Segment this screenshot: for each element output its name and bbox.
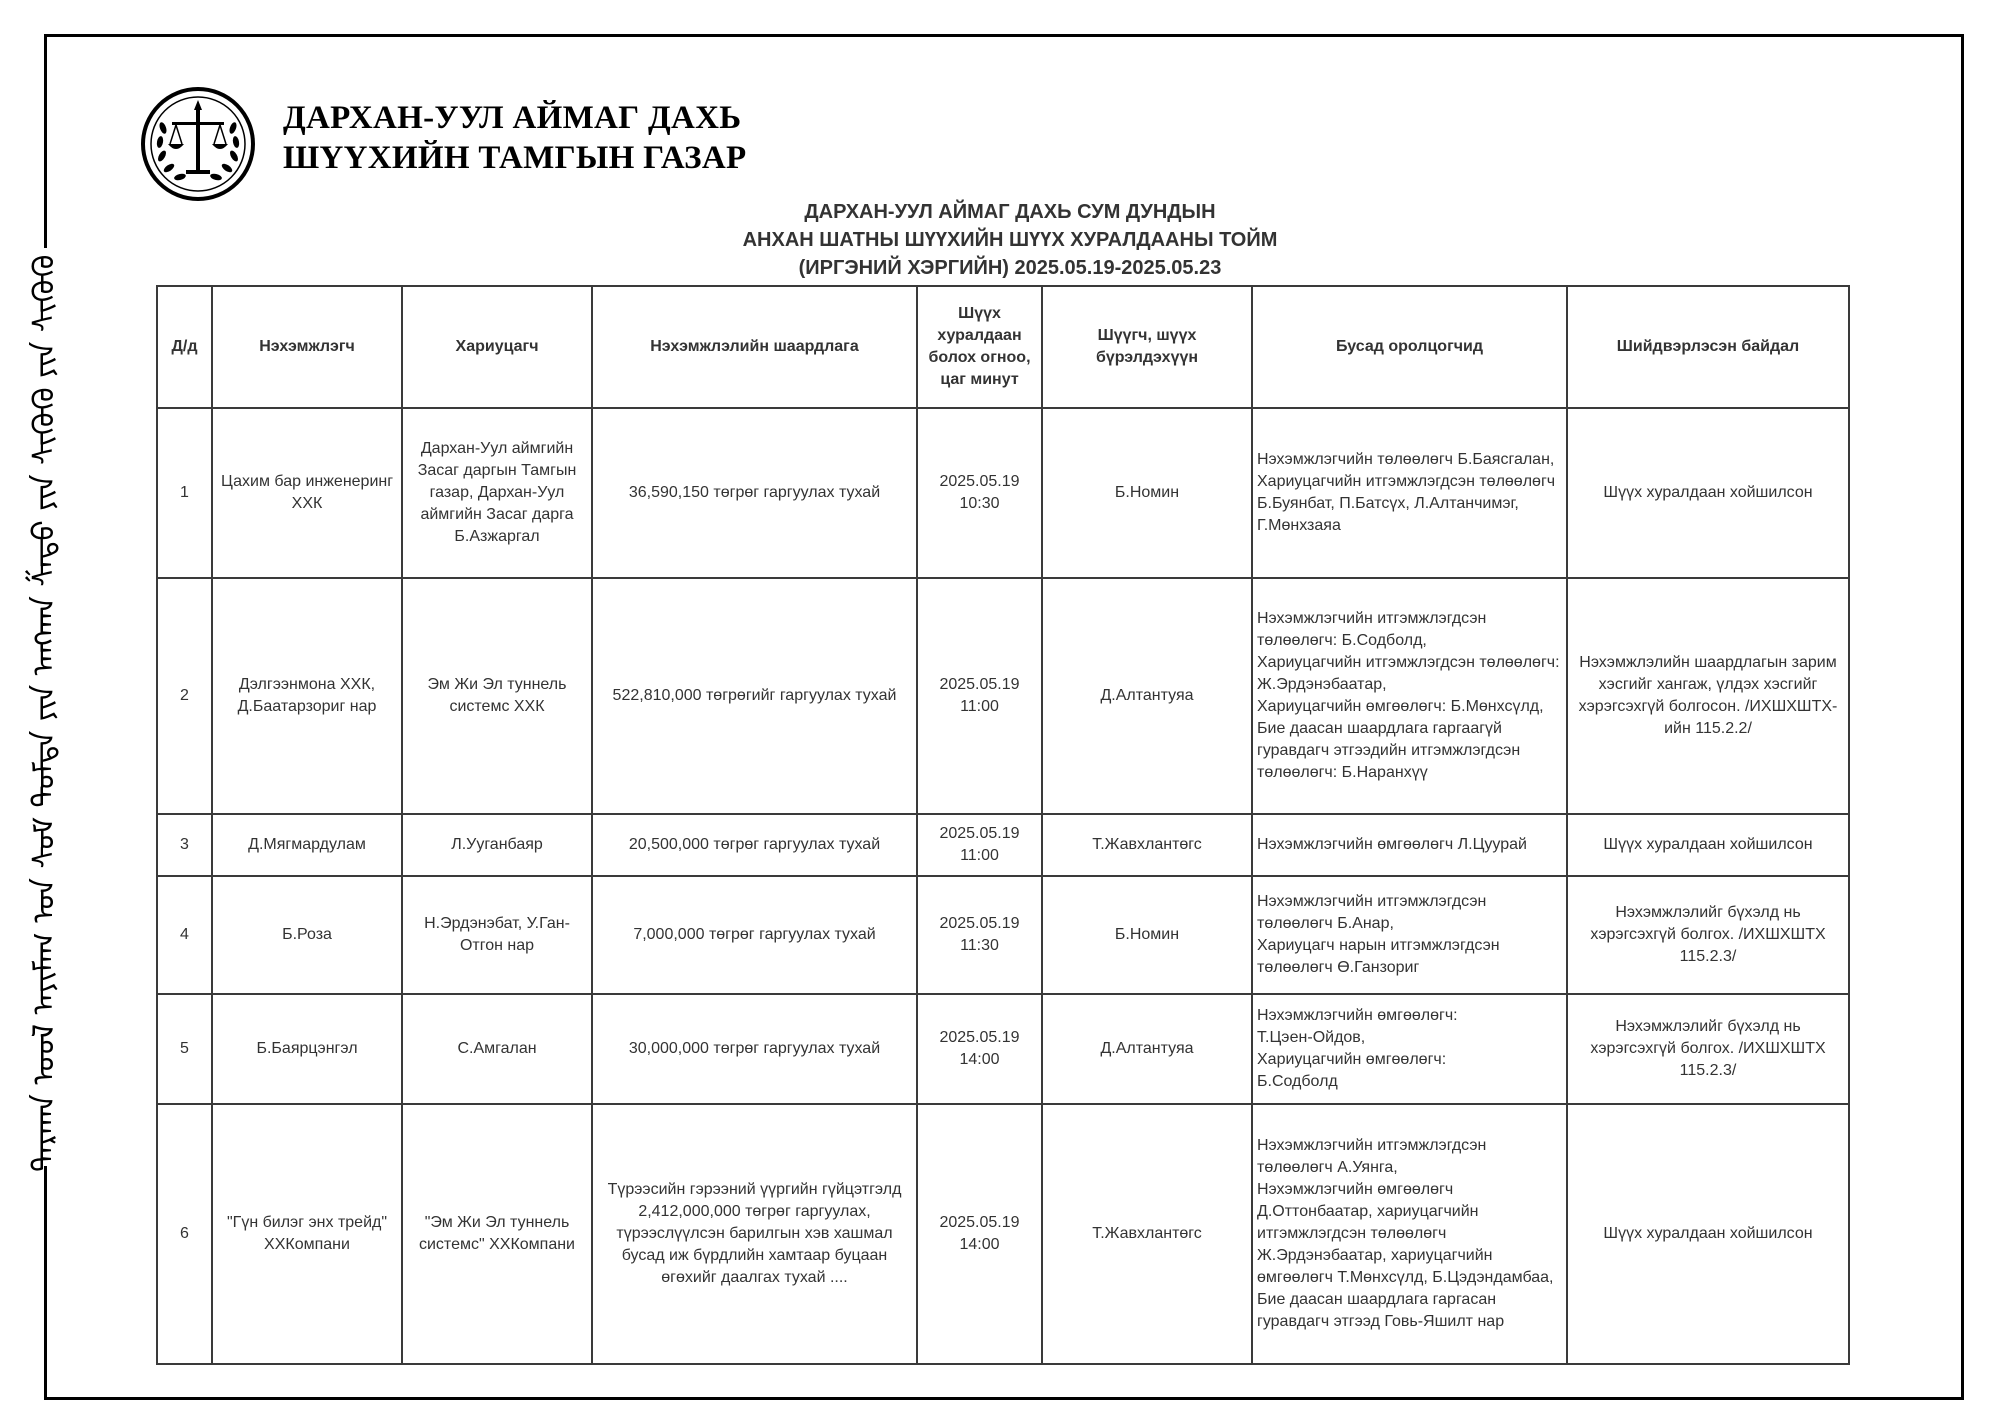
cell-datetime: 2025.05.19 14:00 xyxy=(917,994,1042,1104)
cell-judge: Б.Номин xyxy=(1042,876,1252,994)
cell-claim: 522,810,000 төгрөгийг гаргуулах тухай xyxy=(592,578,917,814)
table-row xyxy=(157,994,1849,1104)
cell-no: 3 xyxy=(157,814,212,876)
cell-others: Нэхэмжлэгчийн итгэмжлэгдсэн төлөөлөгч А.Уянга, Нэхэмжлэгчийн өмгөөлөгч Д.Оттонбаатар, хариуцагчийн итгэмжлэгдсэн төлөөлөгч Ж.Эрдэнэбаатар, хариуцагчийн өмгөөлөгч Т.Мөнхсүлд, Б.Цэдэндамбаа, Бие даасан шаардлага гаргасан гуравдагч этгээд Говь-Яшилт нар xyxy=(1252,1104,1567,1364)
cell-no: 5 xyxy=(157,994,212,1104)
title-line2: АНХАН ШАТНЫ ШҮҮХИЙН ШҮҮХ ХУРАЛДААНЫ ТОЙМ xyxy=(742,229,1278,251)
cell-claim: Түрээсийн гэрээний үүргийн гүйцэтгэлд 2,412,000,000 төгрөг гаргуулах, түрээслүүлсэн барилгын хэв хашмал бусад иж бүрдлийн хамтаар буцаан өгөхийг даалгах тухай .... xyxy=(592,1104,917,1364)
cell-decision: Нэхэмжлэлийн шаардлагын зарим хэсгийг хангаж, үлдэх хэсгийг хэрэгсэхгүй болгосон. /ИХШХШТХ-ийн 115.2.2/ xyxy=(1567,578,1849,814)
col-header-datetime: Шүүх хуралдаан болох огноо, цаг минут xyxy=(917,286,1042,408)
cell-others: Нэхэмжлэгчийн итгэмжлэгдсэн төлөөлөгч: Б.Содболд, Хариуцагчийн итгэмжлэгдсэн төлөөлөгч: Ж.Эрдэнэбаатар, Хариуцагчийн өмгөөлөгч: Б.Мөнхсүлд, Бие даасан шаардлага гаргаагүй гуравдагч этгээдийн итгэмжлэгдсэн төлөөлөгч: Б.Наранхүү xyxy=(1252,578,1567,814)
col-header-judge: Шүүгч, шүүх бүрэлдэхүүн xyxy=(1042,286,1252,408)
cell-decision: Шүүх хуралдаан хойшилсон xyxy=(1567,814,1849,876)
court-emblem-icon xyxy=(140,86,256,202)
table-row xyxy=(157,1104,1849,1364)
document-title xyxy=(560,198,1460,282)
cell-decision: Шүүх хуралдаан хойшилсон xyxy=(1567,408,1849,578)
col-header-others: Бусад оролцогчид xyxy=(1252,286,1567,408)
vertical-script-text: ᠳᠠᠷᠬᠠᠨ ᠤᠤᠯ ᠠᠶᠢᠮᠠᠭ ᠤᠨ ᠰᠤᠮ ᠳᠤᠮᠳᠠ ᠶᠢᠨ ᠠᠩᠬᠠᠨ ᠱᠠᠲᠤ ᠶᠢᠨ ᠰᠢᠭᠦᠬᠦ ᠶᠢᠨ ᠰᠢᠭᠦᠬᠦ xyxy=(27,254,62,1172)
cell-claim: 20,500,000 төгрөг гаргуулах тухай xyxy=(592,814,917,876)
table-row xyxy=(157,578,1849,814)
cell-decision: Шүүх хуралдаан хойшилсон xyxy=(1567,1104,1849,1364)
col-header-defendant: Хариуцагч xyxy=(402,286,592,408)
cell-defendant: Н.Эрдэнэбат, У.Ган-Отгон нар xyxy=(402,876,592,994)
cell-plaintiff: Цахим бар инженеринг ХХК xyxy=(212,408,402,578)
cell-judge: Д.Алтантуяа xyxy=(1042,994,1252,1104)
cell-others: Нэхэмжлэгчийн төлөөлөгч Б.Баясгалан, Хариуцагчийн итгэмжлэгдсэн төлөөлөгч Б.Буянбат, П.Батсүх, Л.Алтанчимэг, Г.Мөнхзаяа xyxy=(1252,408,1567,578)
cell-plaintiff: "Гүн билэг энх трейд" ХХКомпани xyxy=(212,1104,402,1364)
cell-datetime: 2025.05.19 11:00 xyxy=(917,814,1042,876)
cell-claim: 7,000,000 төгрөг гаргуулах тухай xyxy=(592,876,917,994)
court-name-line2: ШҮҮХИЙН ТАМГЫН ГАЗАР xyxy=(283,140,747,176)
cell-others: Нэхэмжлэгчийн өмгөөлөгч Л.Цуурай xyxy=(1252,814,1567,876)
cell-others: Нэхэмжлэгчийн итгэмжлэгдсэн төлөөлөгч Б.Анар, Хариуцагч нарын итгэмжлэгдсэн төлөөлөгч Ө.Ганзориг xyxy=(1252,876,1567,994)
cell-plaintiff: Б.Баярцэнгэл xyxy=(212,994,402,1104)
cell-claim: 36,590,150 төгрөг гаргуулах тухай xyxy=(592,408,917,578)
cell-datetime: 2025.05.19 11:00 xyxy=(917,578,1042,814)
court-name xyxy=(283,98,746,178)
cell-no: 4 xyxy=(157,876,212,994)
cell-claim: 30,000,000 төгрөг гаргуулах тухай xyxy=(592,994,917,1104)
cell-judge: Д.Алтантуяа xyxy=(1042,578,1252,814)
cell-judge: Т.Жавхлантөгс xyxy=(1042,1104,1252,1364)
col-header-plaintiff: Нэхэмжлэгч xyxy=(212,286,402,408)
court-name-line1: ДАРХАН-УУЛ АЙМАГ ДАХЬ xyxy=(283,100,742,136)
cell-defendant: Дархан-Уул аймгийн Засаг даргын Тамгын газар, Дархан-Уул аймгийн Засаг дарга Б.Азжаргал xyxy=(402,408,592,578)
cell-datetime: 2025.05.19 10:30 xyxy=(917,408,1042,578)
cell-plaintiff: Д.Мягмардулам xyxy=(212,814,402,876)
table-row xyxy=(157,876,1849,994)
col-header-no: Д/д xyxy=(157,286,212,408)
cell-plaintiff: Дэлгээнмона ХХК, Д.Баатарзориг нар xyxy=(212,578,402,814)
table-header-row xyxy=(157,286,1849,408)
cell-decision: Нэхэмжлэлийг бүхэлд нь хэрэгсэхгүй болгох. /ИХШХШТХ 115.2.3/ xyxy=(1567,994,1849,1104)
cell-judge: Б.Номин xyxy=(1042,408,1252,578)
cell-defendant: Л.Ууганбаяр xyxy=(402,814,592,876)
cell-no: 6 xyxy=(157,1104,212,1364)
cell-defendant: С.Амгалан xyxy=(402,994,592,1104)
cell-defendant: Эм Жи Эл туннель системс ХХК xyxy=(402,578,592,814)
cell-judge: Т.Жавхлантөгс xyxy=(1042,814,1252,876)
cell-others: Нэхэмжлэгчийн өмгөөлөгч: Т.Цэен-Ойдов, Хариуцагчийн өмгөөлөгч: Б.Содболд xyxy=(1252,994,1567,1104)
cell-defendant: "Эм Жи Эл туннель системс" ХХКомпани xyxy=(402,1104,592,1364)
col-header-claim: Нэхэмжлэлийн шаардлага xyxy=(592,286,917,408)
cell-plaintiff: Б.Роза xyxy=(212,876,402,994)
cell-no: 1 xyxy=(157,408,212,578)
cell-decision: Нэхэмжлэлийг бүхэлд нь хэрэгсэхгүй болгох. /ИХШХШТХ 115.2.3/ xyxy=(1567,876,1849,994)
vertical-mongolian-script xyxy=(4,232,84,1182)
cell-datetime: 2025.05.19 14:00 xyxy=(917,1104,1042,1364)
table-row xyxy=(157,408,1849,578)
cell-datetime: 2025.05.19 11:30 xyxy=(917,876,1042,994)
hearings-table xyxy=(156,285,1850,1365)
table-row xyxy=(157,814,1849,876)
col-header-decision: Шийдвэрлэсэн байдал xyxy=(1567,286,1849,408)
title-line3: (ИРГЭНИЙ ХЭРГИЙН) 2025.05.19-2025.05.23 xyxy=(798,257,1222,279)
cell-no: 2 xyxy=(157,578,212,814)
title-line1: ДАРХАН-УУЛ АЙМАГ ДАХЬ СУМ ДУНДЫН xyxy=(804,201,1216,223)
